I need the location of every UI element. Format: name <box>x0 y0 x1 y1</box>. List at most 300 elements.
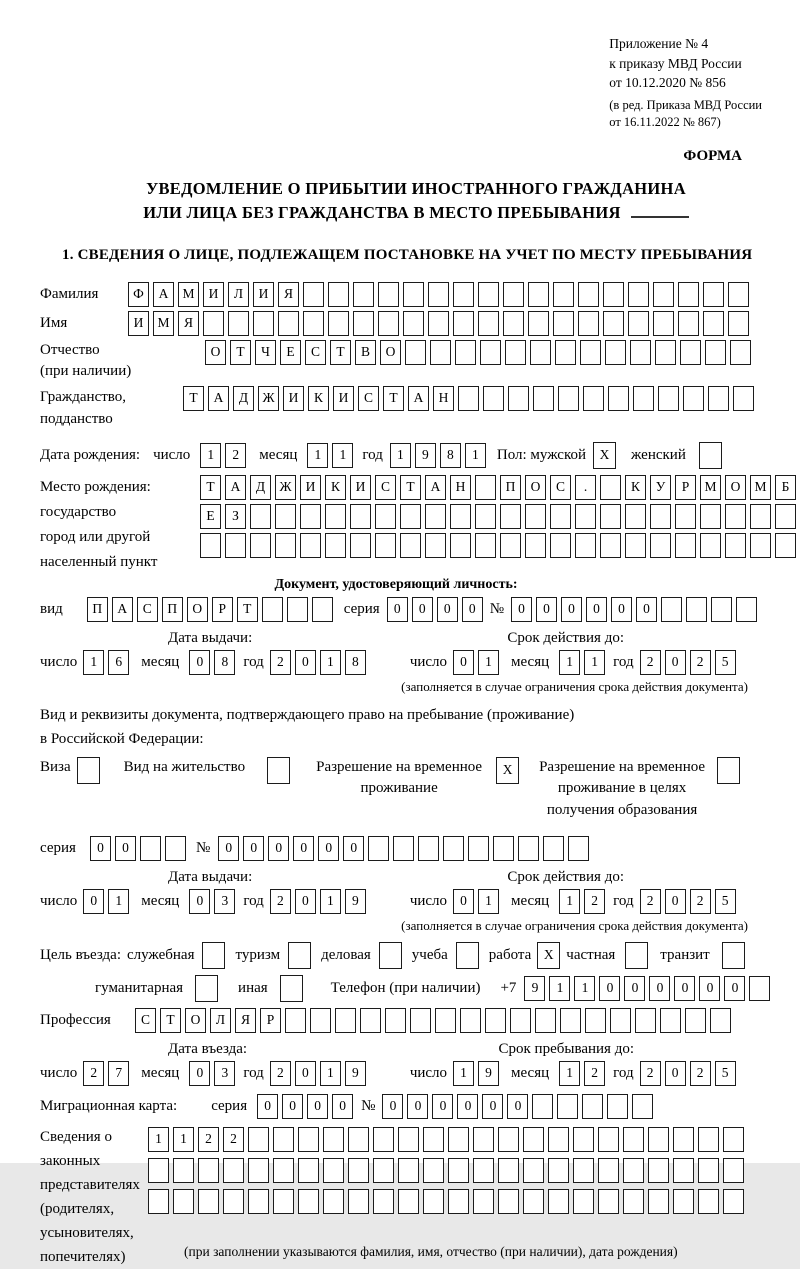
form-cell[interactable] <box>560 1008 581 1033</box>
form-cell[interactable] <box>508 386 529 411</box>
form-cell[interactable] <box>548 1127 569 1152</box>
form-cell[interactable]: 0 <box>586 597 607 622</box>
form-cell[interactable]: 0 <box>611 597 632 622</box>
form-cell[interactable] <box>325 533 346 558</box>
form-cell[interactable]: 2 <box>223 1127 244 1152</box>
form-cell[interactable] <box>475 533 496 558</box>
form-cell[interactable]: С <box>137 597 158 622</box>
form-cell[interactable]: 1 <box>559 889 580 914</box>
form-cell[interactable]: 0 <box>295 889 316 914</box>
form-cell[interactable] <box>300 504 321 529</box>
form-cell[interactable] <box>203 311 224 336</box>
form-cell[interactable] <box>375 504 396 529</box>
form-cell[interactable] <box>661 597 682 622</box>
form-cell[interactable]: М <box>700 475 721 500</box>
form-cell[interactable]: А <box>153 282 174 307</box>
form-cell[interactable] <box>400 504 421 529</box>
form-cell[interactable]: 9 <box>415 443 436 468</box>
form-cell[interactable] <box>575 533 596 558</box>
form-cell[interactable] <box>535 1008 556 1033</box>
form-cell[interactable] <box>248 1127 269 1152</box>
form-cell[interactable]: С <box>358 386 379 411</box>
form-cell[interactable]: 2 <box>270 650 291 675</box>
visa-checkbox[interactable] <box>77 757 100 784</box>
form-cell[interactable] <box>500 533 521 558</box>
form-cell[interactable] <box>628 282 649 307</box>
form-cell[interactable]: 1 <box>478 650 499 675</box>
form-cell[interactable]: Д <box>250 475 271 500</box>
form-cell[interactable]: 0 <box>332 1094 353 1119</box>
form-cell[interactable]: Т <box>183 386 204 411</box>
form-cell[interactable] <box>650 533 671 558</box>
form-cell[interactable]: 9 <box>345 1061 366 1086</box>
form-cell[interactable] <box>598 1158 619 1183</box>
form-cell[interactable] <box>632 1094 653 1119</box>
form-cell[interactable]: А <box>225 475 246 500</box>
form-cell[interactable] <box>498 1158 519 1183</box>
form-cell[interactable]: 8 <box>345 650 366 675</box>
form-cell[interactable] <box>485 1008 506 1033</box>
form-cell[interactable] <box>375 533 396 558</box>
form-cell[interactable] <box>455 340 476 365</box>
form-cell[interactable]: 2 <box>690 650 711 675</box>
form-cell[interactable] <box>173 1189 194 1214</box>
form-cell[interactable]: А <box>208 386 229 411</box>
form-cell[interactable] <box>557 1094 578 1119</box>
form-cell[interactable] <box>705 340 726 365</box>
form-cell[interactable]: 0 <box>665 650 686 675</box>
form-cell[interactable] <box>548 1158 569 1183</box>
form-cell[interactable] <box>335 1008 356 1033</box>
form-cell[interactable] <box>468 836 489 861</box>
form-cell[interactable]: 3 <box>214 1061 235 1086</box>
form-cell[interactable] <box>698 1189 719 1214</box>
form-cell[interactable]: 0 <box>457 1094 478 1119</box>
form-cell[interactable]: Ч <box>255 340 276 365</box>
form-cell[interactable] <box>660 1008 681 1033</box>
form-cell[interactable] <box>503 311 524 336</box>
form-cell[interactable] <box>480 340 501 365</box>
form-cell[interactable]: Н <box>450 475 471 500</box>
form-cell[interactable] <box>728 282 749 307</box>
form-cell[interactable]: 2 <box>198 1127 219 1152</box>
form-cell[interactable] <box>275 533 296 558</box>
form-cell[interactable] <box>585 1008 606 1033</box>
form-cell[interactable] <box>448 1189 469 1214</box>
form-cell[interactable] <box>600 533 621 558</box>
form-cell[interactable] <box>578 282 599 307</box>
purpose-work-checkbox[interactable]: X <box>537 942 560 969</box>
form-cell[interactable]: 1 <box>83 650 104 675</box>
form-cell[interactable]: И <box>333 386 354 411</box>
form-cell[interactable]: И <box>283 386 304 411</box>
form-cell[interactable] <box>530 340 551 365</box>
form-cell[interactable]: 1 <box>549 976 570 1001</box>
form-cell[interactable] <box>425 504 446 529</box>
form-cell[interactable]: Н <box>433 386 454 411</box>
form-cell[interactable] <box>733 386 754 411</box>
form-cell[interactable] <box>603 311 624 336</box>
form-cell[interactable]: 0 <box>482 1094 503 1119</box>
form-cell[interactable] <box>698 1158 719 1183</box>
form-cell[interactable] <box>450 504 471 529</box>
form-cell[interactable]: Т <box>383 386 404 411</box>
form-cell[interactable]: 0 <box>674 976 695 1001</box>
form-cell[interactable]: 2 <box>640 650 661 675</box>
form-cell[interactable]: 0 <box>295 1061 316 1086</box>
form-cell[interactable]: С <box>550 475 571 500</box>
form-cell[interactable] <box>398 1189 419 1214</box>
form-cell[interactable] <box>550 533 571 558</box>
form-cell[interactable]: И <box>128 311 149 336</box>
form-cell[interactable] <box>648 1189 669 1214</box>
form-cell[interactable] <box>493 836 514 861</box>
form-cell[interactable]: 0 <box>624 976 645 1001</box>
form-cell[interactable]: 0 <box>665 889 686 914</box>
form-cell[interactable] <box>532 1094 553 1119</box>
form-cell[interactable]: 9 <box>478 1061 499 1086</box>
form-cell[interactable]: 1 <box>574 976 595 1001</box>
form-cell[interactable]: А <box>425 475 446 500</box>
form-cell[interactable]: 6 <box>108 650 129 675</box>
form-cell[interactable] <box>423 1127 444 1152</box>
form-cell[interactable]: 1 <box>559 650 580 675</box>
form-cell[interactable]: 0 <box>83 889 104 914</box>
form-cell[interactable]: М <box>750 475 771 500</box>
form-cell[interactable]: М <box>178 282 199 307</box>
form-cell[interactable] <box>273 1158 294 1183</box>
temp-residence-checkbox[interactable]: X <box>496 757 519 784</box>
form-cell[interactable] <box>711 597 732 622</box>
form-cell[interactable]: П <box>162 597 183 622</box>
form-cell[interactable] <box>655 340 676 365</box>
form-cell[interactable] <box>348 1189 369 1214</box>
form-cell[interactable] <box>498 1127 519 1152</box>
form-cell[interactable]: 0 <box>412 597 433 622</box>
form-cell[interactable] <box>323 1189 344 1214</box>
form-cell[interactable]: 2 <box>690 1061 711 1086</box>
form-cell[interactable]: 0 <box>343 836 364 861</box>
form-cell[interactable]: 2 <box>270 1061 291 1086</box>
form-cell[interactable]: Т <box>200 475 221 500</box>
form-cell[interactable]: М <box>153 311 174 336</box>
form-cell[interactable]: 0 <box>382 1094 403 1119</box>
form-cell[interactable]: О <box>185 1008 206 1033</box>
form-cell[interactable]: В <box>355 340 376 365</box>
form-cell[interactable] <box>448 1127 469 1152</box>
form-cell[interactable] <box>328 311 349 336</box>
form-cell[interactable] <box>423 1158 444 1183</box>
form-cell[interactable] <box>673 1189 694 1214</box>
form-cell[interactable] <box>443 836 464 861</box>
form-cell[interactable]: Я <box>278 282 299 307</box>
form-cell[interactable]: Т <box>230 340 251 365</box>
form-cell[interactable]: 0 <box>90 836 111 861</box>
form-cell[interactable] <box>275 504 296 529</box>
form-cell[interactable] <box>475 475 496 500</box>
form-cell[interactable]: Т <box>330 340 351 365</box>
form-cell[interactable] <box>428 282 449 307</box>
form-cell[interactable]: 1 <box>320 889 341 914</box>
form-cell[interactable]: 0 <box>268 836 289 861</box>
form-cell[interactable]: К <box>308 386 329 411</box>
form-cell[interactable] <box>228 311 249 336</box>
form-cell[interactable] <box>298 1158 319 1183</box>
form-cell[interactable] <box>373 1189 394 1214</box>
form-cell[interactable] <box>700 533 721 558</box>
form-cell[interactable]: Р <box>260 1008 281 1033</box>
form-cell[interactable] <box>653 311 674 336</box>
form-cell[interactable]: 0 <box>189 889 210 914</box>
form-cell[interactable] <box>650 504 671 529</box>
form-cell[interactable] <box>368 836 389 861</box>
form-cell[interactable] <box>148 1158 169 1183</box>
form-cell[interactable]: Е <box>280 340 301 365</box>
form-cell[interactable] <box>703 311 724 336</box>
purpose-study-checkbox[interactable] <box>456 942 479 969</box>
form-cell[interactable] <box>700 504 721 529</box>
form-cell[interactable] <box>428 311 449 336</box>
form-cell[interactable] <box>553 282 574 307</box>
form-cell[interactable] <box>623 1189 644 1214</box>
form-cell[interactable]: 0 <box>257 1094 278 1119</box>
form-cell[interactable] <box>403 282 424 307</box>
form-cell[interactable] <box>610 1008 631 1033</box>
form-cell[interactable] <box>528 311 549 336</box>
form-cell[interactable]: О <box>205 340 226 365</box>
form-cell[interactable]: 9 <box>524 976 545 1001</box>
form-cell[interactable] <box>673 1158 694 1183</box>
form-cell[interactable]: Т <box>160 1008 181 1033</box>
form-cell[interactable]: 0 <box>189 650 210 675</box>
form-cell[interactable] <box>250 533 271 558</box>
form-cell[interactable]: 2 <box>640 1061 661 1086</box>
form-cell[interactable] <box>678 311 699 336</box>
form-cell[interactable] <box>140 836 161 861</box>
form-cell[interactable]: 0 <box>453 889 474 914</box>
form-cell[interactable] <box>523 1127 544 1152</box>
form-cell[interactable] <box>350 533 371 558</box>
form-cell[interactable] <box>393 836 414 861</box>
form-cell[interactable]: Т <box>237 597 258 622</box>
form-cell[interactable] <box>287 597 308 622</box>
form-cell[interactable] <box>483 386 504 411</box>
form-cell[interactable] <box>250 504 271 529</box>
form-cell[interactable] <box>298 1127 319 1152</box>
form-cell[interactable]: И <box>300 475 321 500</box>
form-cell[interactable]: 0 <box>636 597 657 622</box>
form-cell[interactable] <box>553 311 574 336</box>
form-cell[interactable]: А <box>408 386 429 411</box>
form-cell[interactable]: П <box>87 597 108 622</box>
form-cell[interactable] <box>223 1158 244 1183</box>
form-cell[interactable]: Р <box>212 597 233 622</box>
form-cell[interactable]: 1 <box>559 1061 580 1086</box>
form-cell[interactable]: 0 <box>453 650 474 675</box>
form-cell[interactable] <box>630 340 651 365</box>
form-cell[interactable] <box>625 533 646 558</box>
form-cell[interactable]: 0 <box>115 836 136 861</box>
form-cell[interactable]: 1 <box>478 889 499 914</box>
form-cell[interactable]: И <box>203 282 224 307</box>
form-cell[interactable] <box>608 386 629 411</box>
form-cell[interactable] <box>683 386 704 411</box>
form-cell[interactable] <box>173 1158 194 1183</box>
form-cell[interactable] <box>582 1094 603 1119</box>
form-cell[interactable] <box>435 1008 456 1033</box>
temp-residence-education-checkbox[interactable] <box>717 757 740 784</box>
purpose-humanitarian-checkbox[interactable] <box>195 975 218 1002</box>
form-cell[interactable] <box>736 597 757 622</box>
form-cell[interactable] <box>775 504 796 529</box>
form-cell[interactable] <box>573 1189 594 1214</box>
form-cell[interactable] <box>418 836 439 861</box>
form-cell[interactable]: Я <box>178 311 199 336</box>
form-cell[interactable] <box>525 504 546 529</box>
purpose-other-checkbox[interactable] <box>280 975 303 1002</box>
form-cell[interactable] <box>200 533 221 558</box>
form-cell[interactable] <box>405 340 426 365</box>
form-cell[interactable]: 1 <box>332 443 353 468</box>
form-cell[interactable] <box>373 1127 394 1152</box>
form-cell[interactable]: 5 <box>715 889 736 914</box>
purpose-tourism-checkbox[interactable] <box>288 942 311 969</box>
form-cell[interactable]: 1 <box>320 650 341 675</box>
form-cell[interactable]: 5 <box>715 650 736 675</box>
form-cell[interactable] <box>625 504 646 529</box>
form-cell[interactable] <box>578 311 599 336</box>
form-cell[interactable]: 0 <box>307 1094 328 1119</box>
form-cell[interactable] <box>550 504 571 529</box>
form-cell[interactable]: 2 <box>584 1061 605 1086</box>
form-cell[interactable] <box>603 282 624 307</box>
form-cell[interactable] <box>528 282 549 307</box>
form-cell[interactable]: У <box>650 475 671 500</box>
form-cell[interactable] <box>775 533 796 558</box>
form-cell[interactable]: А <box>112 597 133 622</box>
form-cell[interactable]: 2 <box>690 889 711 914</box>
form-cell[interactable] <box>323 1158 344 1183</box>
form-cell[interactable]: П <box>500 475 521 500</box>
form-cell[interactable] <box>548 1189 569 1214</box>
form-cell[interactable] <box>750 504 771 529</box>
form-cell[interactable] <box>273 1127 294 1152</box>
form-cell[interactable]: 0 <box>432 1094 453 1119</box>
form-cell[interactable] <box>478 282 499 307</box>
form-cell[interactable] <box>703 282 724 307</box>
form-cell[interactable] <box>518 836 539 861</box>
form-cell[interactable]: 0 <box>282 1094 303 1119</box>
form-cell[interactable] <box>730 340 751 365</box>
form-cell[interactable]: К <box>625 475 646 500</box>
form-cell[interactable]: 0 <box>536 597 557 622</box>
form-cell[interactable]: С <box>305 340 326 365</box>
form-cell[interactable] <box>423 1189 444 1214</box>
form-cell[interactable]: 1 <box>465 443 486 468</box>
form-cell[interactable] <box>523 1189 544 1214</box>
form-cell[interactable]: Ф <box>128 282 149 307</box>
form-cell[interactable]: 1 <box>320 1061 341 1086</box>
form-cell[interactable] <box>725 504 746 529</box>
form-cell[interactable] <box>165 836 186 861</box>
form-cell[interactable]: 1 <box>453 1061 474 1086</box>
form-cell[interactable]: О <box>725 475 746 500</box>
form-cell[interactable]: 0 <box>437 597 458 622</box>
form-cell[interactable] <box>303 282 324 307</box>
form-cell[interactable]: 2 <box>584 889 605 914</box>
form-cell[interactable] <box>675 533 696 558</box>
form-cell[interactable] <box>749 976 770 1001</box>
form-cell[interactable]: 0 <box>318 836 339 861</box>
form-cell[interactable]: 0 <box>665 1061 686 1086</box>
form-cell[interactable]: 0 <box>218 836 239 861</box>
form-cell[interactable]: Р <box>675 475 696 500</box>
form-cell[interactable] <box>262 597 283 622</box>
form-cell[interactable] <box>635 1008 656 1033</box>
form-cell[interactable]: И <box>350 475 371 500</box>
form-cell[interactable]: 0 <box>295 650 316 675</box>
form-cell[interactable]: 3 <box>214 889 235 914</box>
form-cell[interactable] <box>385 1008 406 1033</box>
form-cell[interactable] <box>373 1158 394 1183</box>
form-cell[interactable]: 0 <box>189 1061 210 1086</box>
form-cell[interactable]: Л <box>228 282 249 307</box>
purpose-official-checkbox[interactable] <box>202 942 225 969</box>
form-cell[interactable]: С <box>375 475 396 500</box>
form-cell[interactable] <box>725 533 746 558</box>
form-cell[interactable] <box>658 386 679 411</box>
form-cell[interactable]: 1 <box>307 443 328 468</box>
form-cell[interactable] <box>328 282 349 307</box>
form-cell[interactable]: З <box>225 504 246 529</box>
form-cell[interactable]: 7 <box>108 1061 129 1086</box>
form-cell[interactable] <box>573 1158 594 1183</box>
form-cell[interactable] <box>673 1127 694 1152</box>
form-cell[interactable] <box>478 311 499 336</box>
form-cell[interactable] <box>675 504 696 529</box>
form-cell[interactable] <box>728 311 749 336</box>
form-cell[interactable] <box>505 340 526 365</box>
form-cell[interactable]: 0 <box>507 1094 528 1119</box>
form-cell[interactable] <box>500 504 521 529</box>
form-cell[interactable] <box>223 1189 244 1214</box>
form-cell[interactable] <box>685 1008 706 1033</box>
form-cell[interactable] <box>273 1189 294 1214</box>
form-cell[interactable] <box>543 836 564 861</box>
form-cell[interactable] <box>350 504 371 529</box>
form-cell[interactable] <box>510 1008 531 1033</box>
form-cell[interactable]: 0 <box>387 597 408 622</box>
form-cell[interactable]: 8 <box>214 650 235 675</box>
form-cell[interactable] <box>458 386 479 411</box>
form-cell[interactable] <box>450 533 471 558</box>
form-cell[interactable]: 0 <box>243 836 264 861</box>
form-cell[interactable] <box>475 504 496 529</box>
form-cell[interactable] <box>285 1008 306 1033</box>
form-cell[interactable]: 0 <box>407 1094 428 1119</box>
form-cell[interactable] <box>580 340 601 365</box>
form-cell[interactable]: О <box>187 597 208 622</box>
form-cell[interactable]: Е <box>200 504 221 529</box>
form-cell[interactable]: 0 <box>293 836 314 861</box>
form-cell[interactable] <box>310 1008 331 1033</box>
form-cell[interactable] <box>653 282 674 307</box>
form-cell[interactable] <box>710 1008 731 1033</box>
form-cell[interactable]: 2 <box>270 889 291 914</box>
form-cell[interactable]: Л <box>210 1008 231 1033</box>
form-cell[interactable] <box>430 340 451 365</box>
form-cell[interactable]: 9 <box>345 889 366 914</box>
